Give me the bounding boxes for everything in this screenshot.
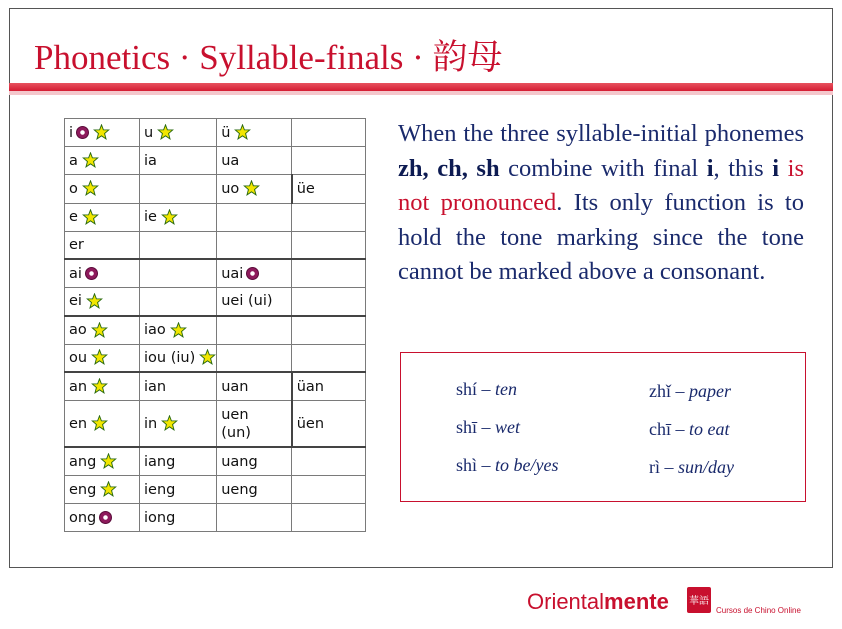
finals-cell — [292, 119, 366, 147]
final-label: ü — [221, 124, 231, 141]
final-label: ua — [221, 152, 240, 169]
star-icon — [82, 209, 99, 226]
finals-cell — [140, 119, 217, 147]
finals-row — [65, 447, 366, 475]
star-icon — [100, 453, 117, 470]
circle-marker-icon — [99, 511, 112, 524]
final-label: ao — [69, 322, 87, 339]
final-label: iao — [144, 322, 166, 339]
circle-marker-icon — [246, 267, 259, 280]
finals-cell — [292, 344, 366, 372]
finals-cell — [292, 504, 366, 532]
final-label: ueng — [221, 481, 258, 498]
finals-cell — [140, 231, 217, 259]
finals-cell — [292, 147, 366, 175]
explanation-initials: zh, ch, sh — [398, 154, 500, 182]
finals-cell — [292, 447, 366, 475]
star-icon — [243, 180, 260, 197]
final-label: uai — [221, 265, 244, 282]
final-label: e — [69, 209, 78, 226]
finals-cell — [65, 119, 140, 147]
final-label: o — [69, 180, 78, 197]
example-item: chī – to eat — [649, 419, 730, 439]
final-label: ieng — [144, 481, 176, 498]
finals-cell — [65, 316, 140, 344]
final-label: uei (ui) — [221, 293, 273, 310]
final-label: üe — [296, 180, 315, 197]
star-icon — [86, 293, 103, 310]
finals-cell — [292, 203, 366, 231]
circle-marker-icon — [76, 126, 89, 139]
explanation-highlight: is not pronounced — [398, 154, 804, 216]
title-divider — [9, 83, 833, 91]
final-label: in — [144, 415, 158, 432]
star-icon — [161, 415, 178, 432]
finals-cell — [217, 259, 292, 287]
finals-cell — [217, 175, 292, 203]
explanation-part: combine with final — [499, 154, 707, 182]
finals-cell — [140, 504, 217, 532]
red-seal-icon — [684, 585, 714, 615]
finals-cell — [217, 476, 292, 504]
finals-cell — [217, 447, 292, 475]
star-icon — [93, 124, 110, 141]
finals-cell — [140, 316, 217, 344]
star-icon — [100, 481, 117, 498]
finals-cell — [217, 203, 292, 231]
final-label: ong — [69, 509, 97, 526]
finals-cell — [65, 231, 140, 259]
final-label: ie — [144, 209, 157, 226]
star-icon — [91, 349, 108, 366]
final-label: ian — [144, 378, 167, 395]
finals-cell — [292, 476, 366, 504]
final-label: üan — [296, 378, 324, 395]
example-item: rì – sun/day — [649, 457, 734, 477]
final-label: iang — [144, 453, 176, 470]
finals-cell — [140, 147, 217, 175]
star-icon — [157, 124, 174, 141]
explanation-text — [398, 117, 804, 290]
finals-row — [65, 400, 366, 447]
finals-cell — [140, 372, 217, 400]
finals-cell — [217, 119, 292, 147]
svg-text:華語: 華語 — [689, 596, 709, 607]
finals-cell — [65, 400, 140, 447]
final-label: er — [69, 237, 84, 254]
star-icon — [91, 378, 108, 395]
finals-cell — [140, 476, 217, 504]
finals-cell — [217, 231, 292, 259]
finals-cell — [65, 175, 140, 203]
star-icon — [234, 124, 251, 141]
finals-cell — [217, 147, 292, 175]
orientalmente-logo: Orientalmente — [527, 589, 669, 614]
explanation-final-i: i — [706, 154, 714, 182]
finals-cell — [65, 259, 140, 287]
final-label: ei — [69, 293, 82, 310]
example-item: zhǐ – paper — [649, 381, 731, 401]
finals-cell — [65, 372, 140, 400]
star-icon — [82, 180, 99, 197]
syllable-finals-table — [64, 118, 366, 532]
finals-cell — [140, 288, 217, 316]
star-icon — [199, 349, 216, 366]
finals-cell — [140, 259, 217, 287]
star-icon — [82, 152, 99, 169]
finals-cell — [140, 203, 217, 231]
explanation-part: When the three syllable-initial phonemes — [398, 120, 804, 147]
star-icon — [161, 209, 178, 226]
final-label: iong — [144, 509, 176, 526]
explanation-part: , this — [713, 154, 773, 182]
star-icon — [91, 415, 108, 432]
examples-box — [400, 352, 806, 502]
finals-row — [65, 316, 366, 344]
example-item: shī – wet — [456, 417, 521, 437]
finals-cell — [65, 447, 140, 475]
final-label: i — [69, 124, 74, 141]
finals-cell — [65, 147, 140, 175]
finals-cell — [292, 400, 366, 447]
finals-cell — [140, 175, 217, 203]
circle-marker-icon — [85, 267, 98, 280]
final-label: uang — [221, 453, 258, 470]
finals-cell — [140, 447, 217, 475]
example-item: shì – to be/yes — [456, 455, 559, 475]
finals-cell — [217, 504, 292, 532]
example-item: shí – ten — [456, 379, 518, 399]
finals-cell — [292, 259, 366, 287]
final-label: üen — [296, 415, 325, 432]
final-label: an — [69, 378, 88, 395]
final-label: u — [144, 124, 154, 141]
finals-cell — [292, 288, 366, 316]
finals-cell — [65, 344, 140, 372]
finals-cell — [140, 400, 217, 447]
finals-row — [65, 231, 366, 259]
finals-row — [65, 504, 366, 532]
finals-cell — [292, 175, 366, 203]
final-label: ia — [144, 152, 157, 169]
title-divider-shadow — [9, 91, 833, 95]
finals-row — [65, 476, 366, 504]
finals-cell — [217, 400, 292, 447]
finals-cell — [65, 476, 140, 504]
finals-cell — [140, 344, 217, 372]
finals-row — [65, 119, 366, 147]
final-label: ang — [69, 453, 97, 470]
tagline: Cursos de Chino Online — [716, 606, 801, 615]
finals-cell — [65, 288, 140, 316]
finals-row — [65, 344, 366, 372]
finals-cell — [217, 288, 292, 316]
explanation-part: . Its only function is to hold the tone marking since the tone cannot be marked above a consonant. — [398, 189, 804, 285]
finals-cell — [65, 203, 140, 231]
final-label: en — [69, 415, 88, 432]
final-label: ai — [69, 265, 82, 282]
finals-row — [65, 259, 366, 287]
final-label: iou (iu) — [144, 349, 196, 366]
final-label: uen (un) — [221, 406, 251, 441]
finals-row — [65, 175, 366, 203]
final-label: uo — [221, 180, 240, 197]
final-label: eng — [69, 481, 97, 498]
finals-row — [65, 203, 366, 231]
finals-cell — [65, 504, 140, 532]
finals-cell — [292, 372, 366, 400]
star-icon — [170, 322, 187, 339]
final-label: a — [69, 152, 78, 169]
final-label: uan — [221, 378, 249, 395]
finals-cell — [217, 316, 292, 344]
finals-cell — [217, 372, 292, 400]
finals-cell — [292, 316, 366, 344]
finals-cell — [292, 231, 366, 259]
finals-row — [65, 288, 366, 316]
finals-cell — [217, 344, 292, 372]
slide-title: Phonetics · Syllable-finals · 韵母 — [34, 38, 503, 77]
final-label: ou — [69, 349, 88, 366]
finals-row — [65, 147, 366, 175]
explanation-final-i: i — [772, 154, 780, 182]
star-icon — [91, 322, 108, 339]
finals-row — [65, 372, 366, 400]
